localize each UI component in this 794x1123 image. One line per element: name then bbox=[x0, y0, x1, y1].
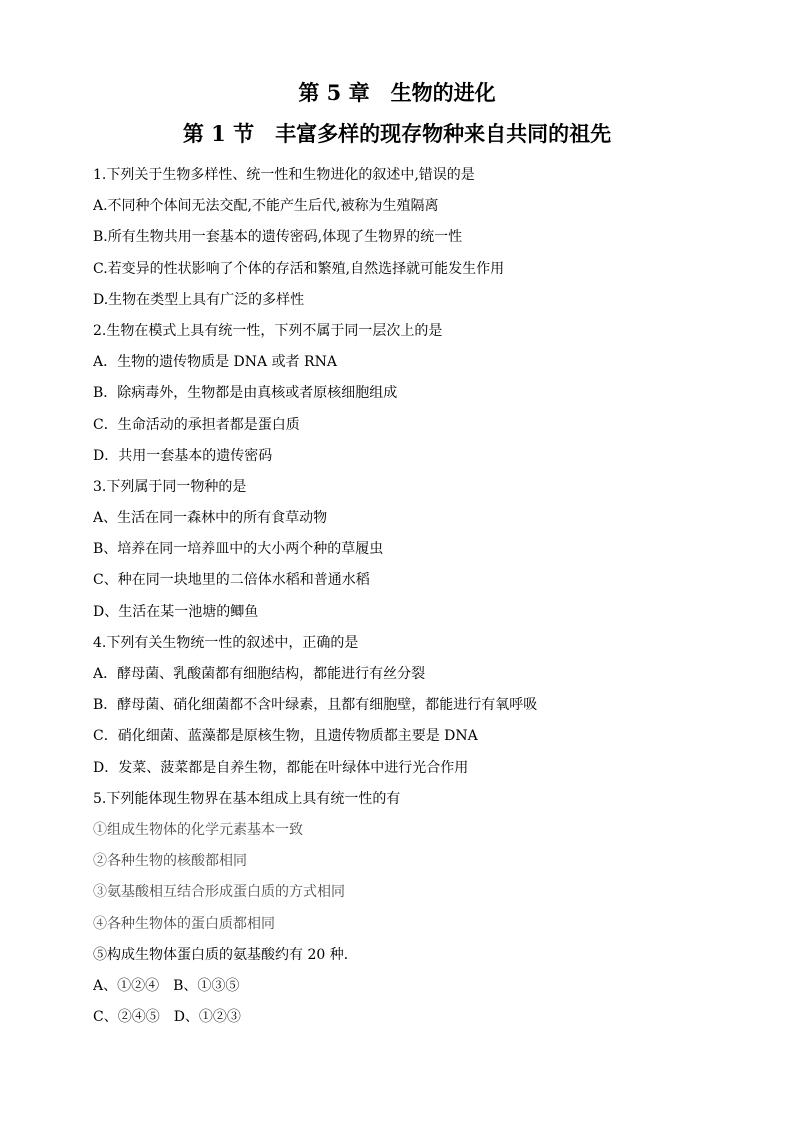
question-2-stem: 2.生物在模式上具有统一性，下列不属于同一层次上的是 bbox=[93, 322, 443, 339]
question-5-stem: 5.下列能体现生物界在基本组成上具有统一性的有 bbox=[93, 790, 401, 807]
question-4-option-b: B．酵母菌、硝化细菌都不含叶绿素，且都有细胞壁，都能进行有氧呼吸 bbox=[93, 697, 538, 714]
question-2-option-d: D．共用一套基本的遗传密码 bbox=[93, 447, 273, 464]
question-3-option-a: A、生活在同一森林中的所有食草动物 bbox=[93, 510, 328, 527]
question-4-stem: 4.下列有关生物统一性的叙述中，正确的是 bbox=[93, 634, 359, 651]
section-title: 第 1 节 丰富多样的现存物种来自共同的祖先 bbox=[182, 121, 612, 146]
question-5-statement-4: ④各种生物体的蛋白质都相同 bbox=[93, 915, 275, 932]
question-5-statement-5: ⑤构成生物体蛋白质的氨基酸约有 20 种． bbox=[93, 946, 358, 963]
question-2-option-b: B．除病毒外，生物都是由真核或者原核细胞组成 bbox=[93, 385, 398, 402]
question-1-option-d: D.生物在类型上具有广泛的多样性 bbox=[93, 291, 305, 308]
question-5-options-cd: C、②④⑤ D、①②③ bbox=[93, 1009, 241, 1026]
question-5-options-ab: A、①②④ B、①③⑤ bbox=[93, 977, 240, 994]
question-3-option-d: D、生活在某一池塘的鲫鱼 bbox=[93, 603, 259, 620]
question-4-option-a: A．酵母菌、乳酸菌都有细胞结构，都能进行有丝分裂 bbox=[93, 666, 426, 682]
question-4-option-d: D．发菜、菠菜都是自养生物，都能在叶绿体中进行光合作用 bbox=[93, 759, 469, 776]
question-1-option-a: A.不同种个体间无法交配,不能产生后代,被称为生殖隔离 bbox=[93, 198, 439, 215]
question-2-option-a: A．生物的遗传物质是 DNA 或者 RNA bbox=[93, 354, 337, 371]
question-5-statement-2: ②各种生物的核酸都相同 bbox=[93, 853, 247, 870]
question-5-statement-3: ③氨基酸相互结合形成蛋白质的方式相同 bbox=[93, 884, 345, 901]
question-1-option-b: B.所有生物共用一套基本的遗传密码,体现了生物界的统一性 bbox=[93, 229, 463, 246]
question-1-stem: 1.下列关于生物多样性、统一性和生物进化的叙述中,错误的是 bbox=[93, 167, 475, 183]
chapter-title: 第 5 章 生物的进化 bbox=[298, 80, 496, 105]
question-3-option-b: B、培养在同一培养皿中的大小两个种的草履虫 bbox=[93, 541, 384, 558]
question-5-statement-1: ①组成生物体的化学元素基本一致 bbox=[93, 821, 303, 838]
question-list bbox=[93, 160, 753, 1033]
question-2-option-c: C．生命活动的承担者都是蛋白质 bbox=[93, 416, 300, 433]
question-1-option-c: C.若变异的性状影响了个体的存活和繁殖,自然选择就可能发生作用 bbox=[93, 260, 505, 277]
question-3-stem: 3.下列属于同一物种的是 bbox=[93, 478, 247, 495]
question-4-option-c: C．硝化细菌、蓝藻都是原核生物，且遗传物质都主要是 DNA bbox=[93, 728, 478, 745]
question-3-option-c: C、种在同一块地里的二倍体水稻和普通水稻 bbox=[93, 572, 370, 589]
